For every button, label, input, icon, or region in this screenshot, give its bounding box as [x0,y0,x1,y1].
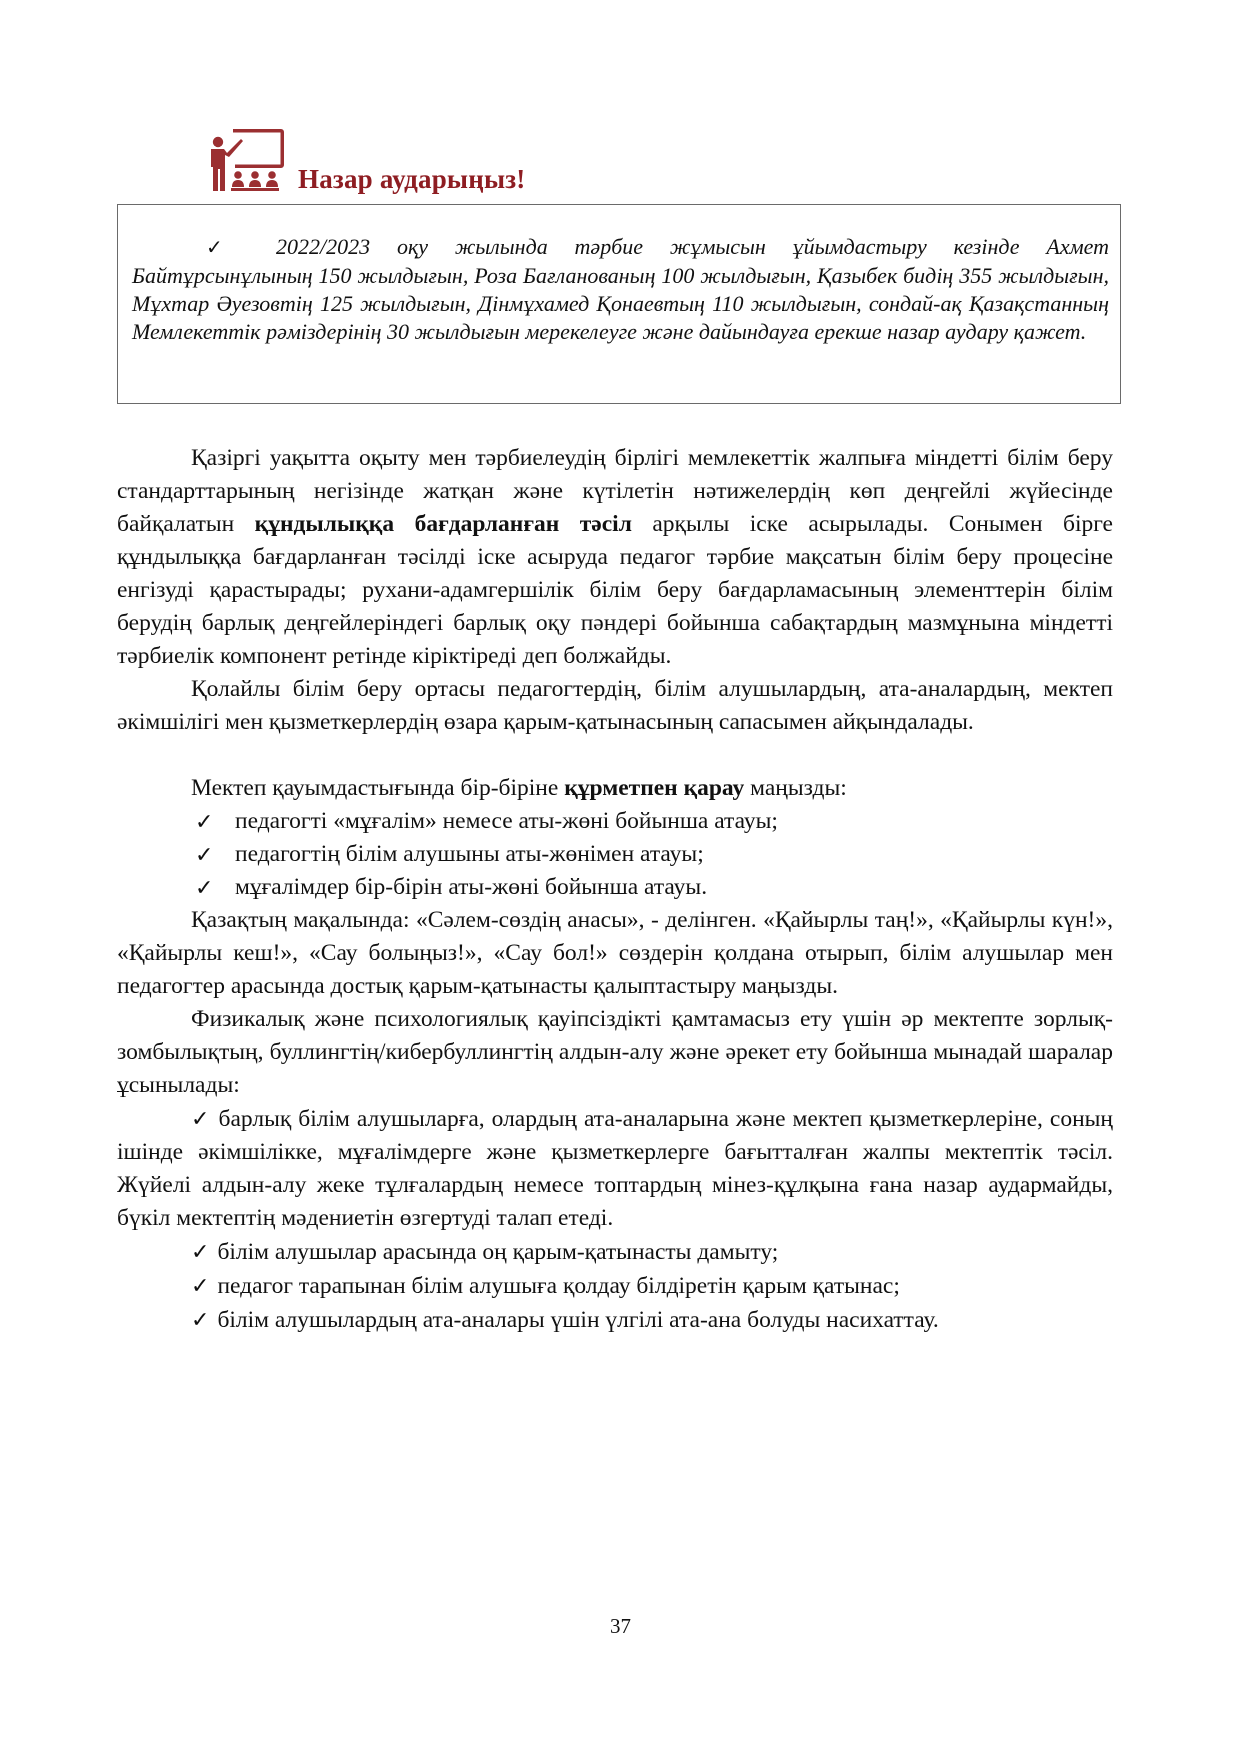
check-icon: ✓ [191,1106,211,1131]
teacher-presentation-icon [205,126,285,198]
body-text [117,442,1113,1337]
emphasis-value-approach: құндылыққа бағдарланған тәсіл [254,511,632,537]
respect-list [117,805,1113,904]
list-item: ✓ педагогті «мұғалім» немесе аты-жөні бойынша атауы; [117,805,1113,838]
measure-item: ✓ білім алушылар арасында оң қарым-қатынасты дамыту; [191,1239,779,1265]
measure-item: ✓ барлық білім алушыларға, олардың ата-аналарына және мектеп қызметкерлеріне, соның ішінде әкімшілікке, мұғалімдерге және қызметкерлерге бағытталған жалпы мектептік тәсіл. Жүйелі алдын-алу жеке тұлғалардың немесе топтардың мінез-құлқына ғана назар аудармайды, бүкіл мектептің мәдениетін өзгертуді талап етеді. [117,1106,1114,1231]
notice-text [132,233,1109,346]
paragraph-greetings: Қазақтың мақалында: «Сәлем-сөздің анасы», - делінген. «Қайырлы таң!», «Қайырлы күн!», «Қайырлы кеш!», «Сау болыңыз!», «Сау бол!» сөздерін қолдана отырып, білім алушылар мен педагогтер арасында достық қарым-қатынасты қалыптастыру маңызды. [117,907,1113,999]
page-number: 37 [610,1614,631,1638]
measure-item: ✓ педагог тарапынан білім алушыға қолдау білдіретін қарым қатынас; [191,1273,900,1299]
list-item: ✓ мұғалімдер бір-бірін аты-жөні бойынша атауы. [117,871,1113,904]
measure-item: ✓ білім алушылардың ата-аналары үшін үлгілі ата-ана болуды насихаттау. [191,1307,939,1333]
check-icon: ✓ [195,842,214,867]
notice-title: Назар аударыңыз! [298,164,526,194]
notice-body: 2022/2023 оқу жылында тәрбие жұмысын ұйымдастыру кезінде Ахмет Байтұрсынұлының 150 жылдығын, Роза Бағланованың 100 жылдығын, Қазыбек бидің 355 жылдығын, Мұхтар Әуезовтің 125 жылдығын, Дінмұхамед Қонаевтың 110 жылдығын, сондай-ақ Қазақстанның Мемлекеттік рәміздерінің 30 жылдығын мерекелеуге және дайындауға ерекше назар аудару қажет. [132,234,1109,344]
notice-header [200,124,620,200]
check-icon: ✓ [195,875,214,900]
notice-box [117,204,1121,404]
check-icon: ✓ [191,1239,210,1264]
check-icon: ✓ [191,1307,210,1332]
list-item: ✓ педагогтің білім алушыны аты-жөнімен атауы; [117,838,1113,871]
paragraph-respect: Мектеп қауымдастығында бір-біріне құрметпен қарау маңызды: [191,775,847,801]
emphasis-respect: құрметпен қарау [564,775,745,801]
check-icon: ✓ [206,237,223,259]
paragraph-safety: Физикалық және психологиялық қауіпсіздікті қамтамасыз ету үшін әр мектепте зорлық-зомбылықтың, буллингтің/кибербуллингтің алдын-алу және әрекет ету бойынша мынадай шаралар ұсынылады: [117,1006,1113,1098]
check-icon: ✓ [191,1273,210,1298]
paragraph-learning-environment: Қолайлы білім беру ортасы педагогтердің, білім алушылардың, ата-аналардың, мектеп әкімшілігі мен қызметкерлердің өзара қарым-қатынасының сапасымен айқындалады. [117,676,1113,735]
paragraph-value-approach: Қазіргі уақытта оқыту мен тәрбиелеудің бірлігі мемлекеттік жалпыға міндетті білім беру стандарттарының негізінде жатқан және күтілетін нәтижелердің көп деңгейлі жүйесінде байқалатын құндылыққа бағдарланған тәсіл арқылы іске асырылады. Сонымен бірге құндылыққа бағдарланған тәсілді іске асыруда педагог тәрбие мақсатын білім беру процесіне енгізуді қарастырады; рухани-адамгершілік білім беру бағдарламасының элементтерін білім берудің барлық деңгейлеріндегі барлық оқу пәндері бойынша сабақтардың мазмұнына міндетті тәрбиелік компонент ретінде кіріктіреді деп болжайды. [117,445,1113,669]
check-icon: ✓ [195,809,214,834]
